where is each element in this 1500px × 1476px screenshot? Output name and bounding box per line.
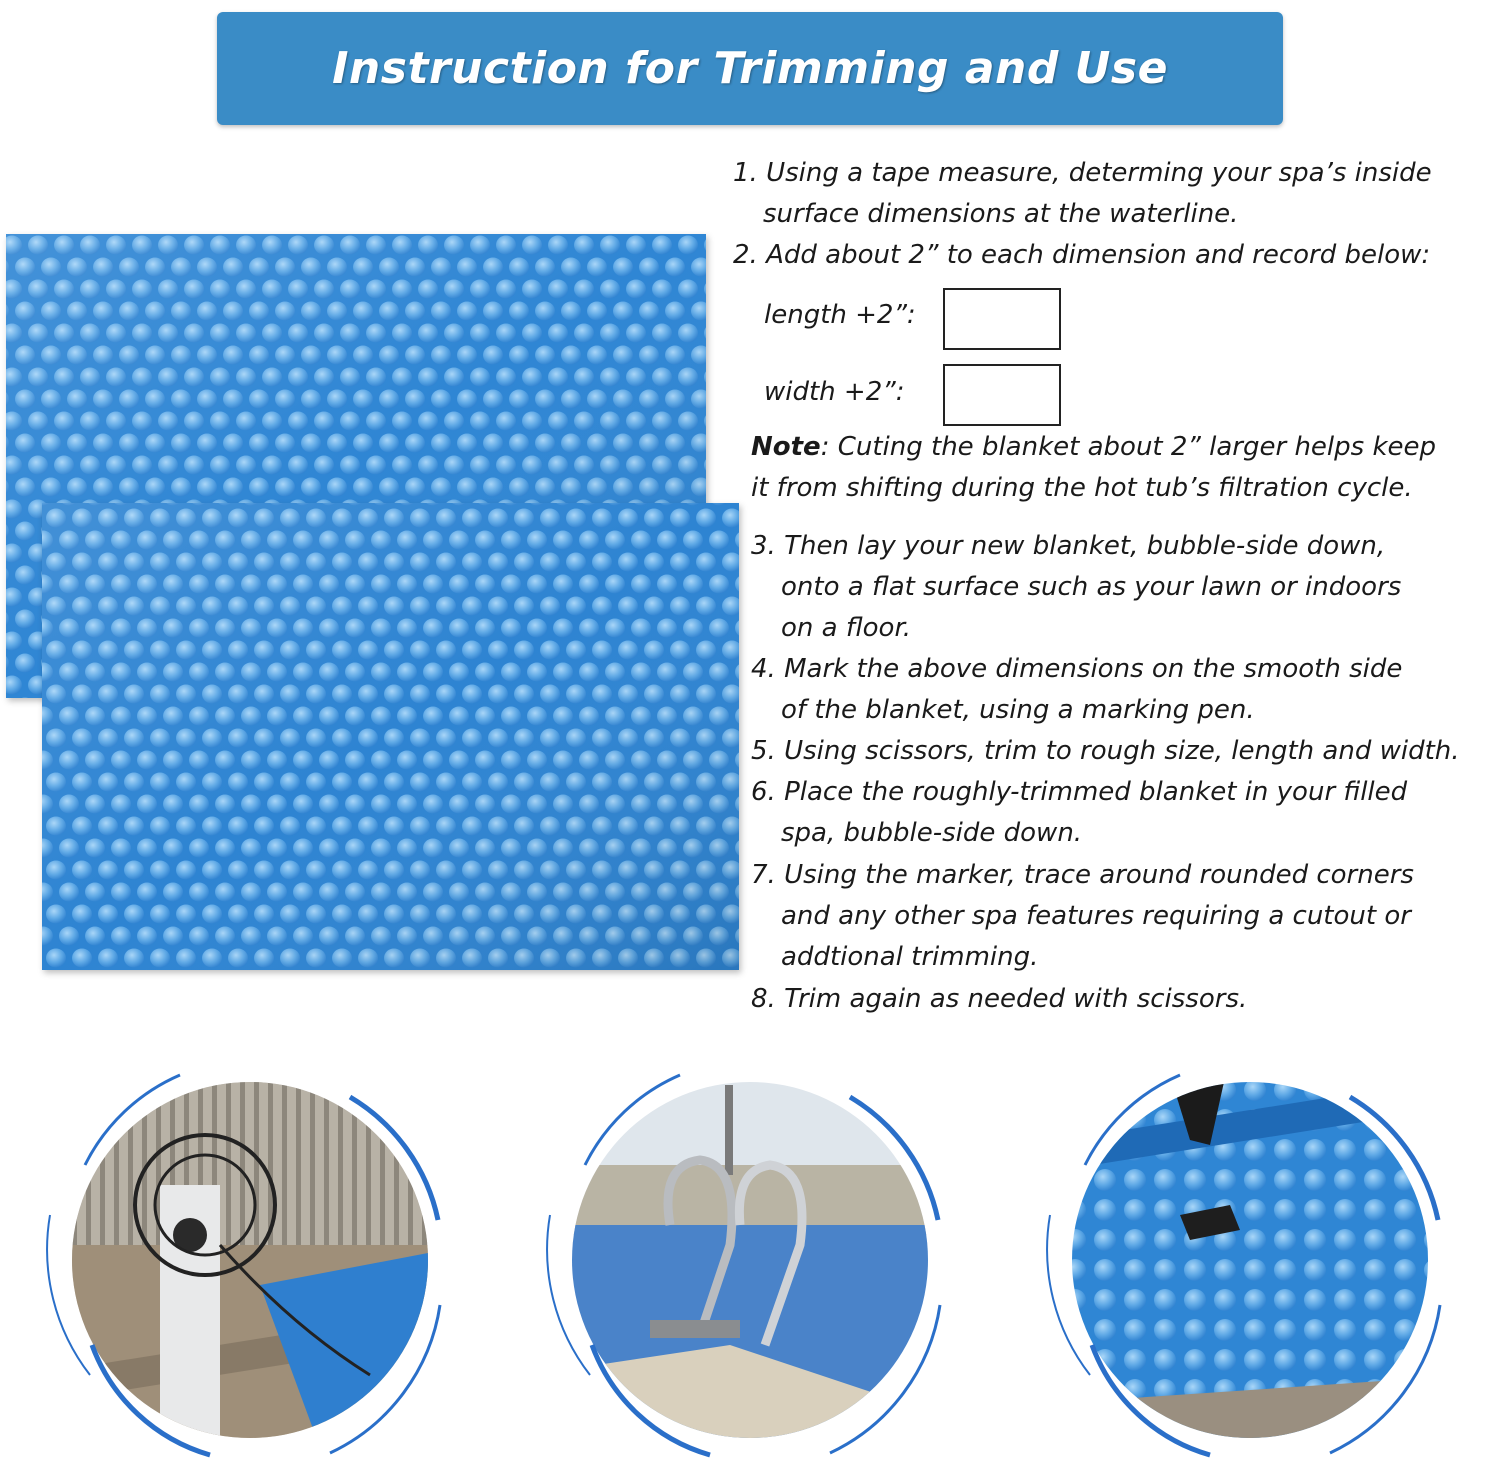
photo-ladder (530, 1045, 970, 1475)
step-text: Place the roughly-trimmed blanket in your filled (784, 777, 1408, 807)
step-6 (751, 772, 1407, 854)
step-5 (751, 731, 1460, 772)
step-text: Using a tape measure, determing your spa’s inside (766, 158, 1432, 188)
step-number: 2. (733, 240, 758, 270)
step-text: Add about 2” to each dimension and record below: (766, 240, 1431, 270)
step-text-cont: surface dimensions at the waterline. (763, 199, 1239, 229)
blanket-image-front (42, 503, 739, 970)
title-banner (217, 12, 1283, 125)
step-number: 5. (751, 736, 776, 766)
step-text: Trim again as needed with scissors. (784, 984, 1248, 1014)
step-text-cont: spa, bubble-side down. (781, 818, 1083, 848)
step-number: 1. (733, 158, 758, 188)
step-text-cont: of the blanket, using a marking pen. (781, 695, 1255, 725)
step-3 (751, 526, 1401, 649)
step-text: Using scissors, trim to rough size, length and width. (784, 736, 1460, 766)
note-text-cont: it from shifting during the hot tub’s filtration cycle. (751, 473, 1413, 503)
step-number: 8. (751, 984, 776, 1014)
banner-title: Instruction for Trimming and Use (332, 43, 1168, 94)
step-7 (751, 855, 1414, 978)
step-8 (751, 979, 1247, 1020)
length-label: length +2”: (764, 300, 916, 330)
step-number: 4. (751, 654, 776, 684)
bubble-pattern-front (42, 503, 739, 970)
width-input-box[interactable] (943, 364, 1061, 426)
step-text: Mark the above dimensions on the smooth side (784, 654, 1403, 684)
step-text: Using the marker, trace around rounded corners (784, 860, 1414, 890)
width-label: width +2”: (764, 377, 905, 407)
note (751, 427, 1436, 509)
note-text: : Cuting the blanket about 2” larger helps keep (820, 432, 1437, 462)
step-text-cont: addtional trimming. (781, 942, 1039, 972)
step-2 (733, 235, 1430, 276)
step-number: 6. (751, 777, 776, 807)
photo-reel (30, 1045, 470, 1475)
step-number: 7. (751, 860, 776, 890)
step-number: 3. (751, 531, 776, 561)
note-label: Note (751, 432, 821, 462)
step-text: Then lay your new blanket, bubble-side down, (784, 531, 1386, 561)
step-4 (751, 649, 1402, 731)
length-input-box[interactable] (943, 288, 1061, 350)
step-text-cont: and any other spa features requiring a cutout or (781, 901, 1411, 931)
step-text-cont: onto a flat surface such as your lawn or indoors (781, 572, 1402, 602)
photo-blanket-clip (1030, 1045, 1470, 1475)
step-text-cont: on a floor. (781, 613, 912, 643)
step-1 (733, 153, 1432, 235)
